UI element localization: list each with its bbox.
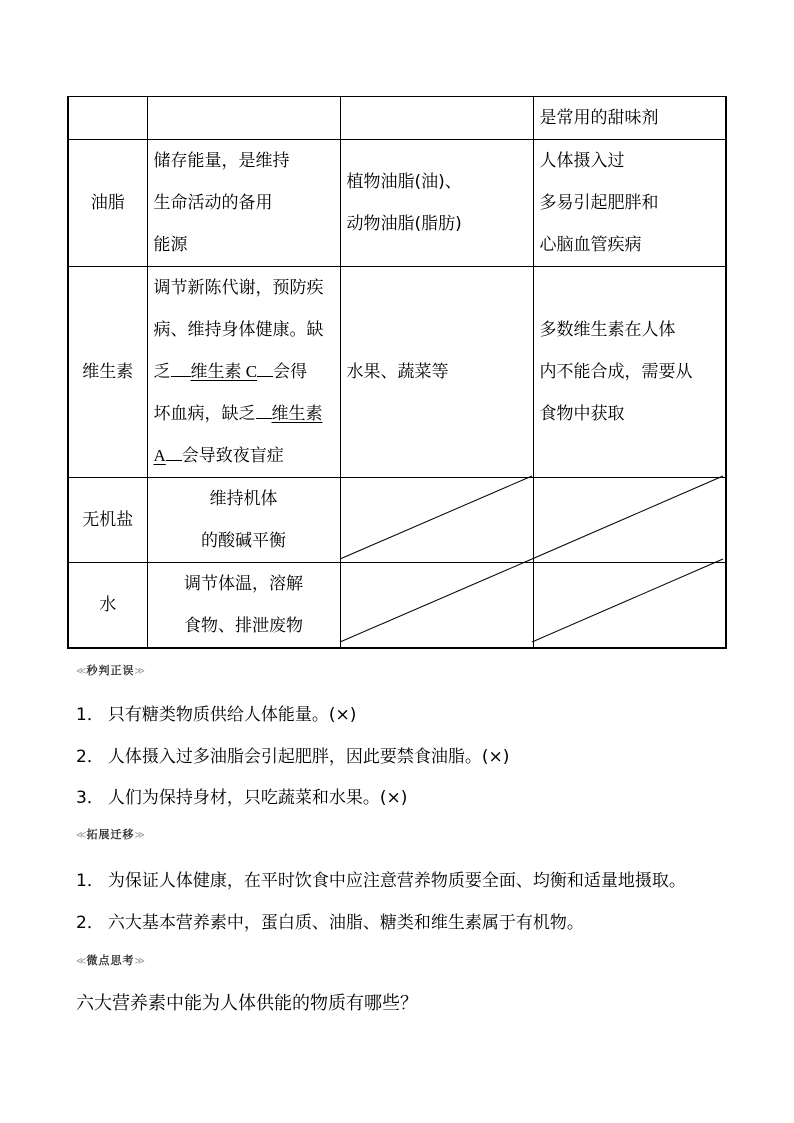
fill-blank — [166, 446, 182, 461]
table-row-vitamin — [68, 267, 726, 478]
chevron-right-icon: ≫ — [134, 666, 145, 677]
judge-item: 2． 人体摄入过多油脂会引起肥胖，因此要禁食油脂。(×) — [76, 747, 510, 767]
table-row — [68, 97, 726, 140]
function-cell: 调节新陈代谢，预防疾 病、维持身体健康。缺 乏 维生素 C 会得 坏血病，缺乏 维生素 A 会导致夜盲症 — [147, 267, 340, 478]
chevron-right-icon: ≫ — [134, 956, 145, 967]
section-header-think: ≪微点思考≫ — [76, 954, 145, 967]
judge-item: 3． 人们为保持身材，只吃蔬菜和水果。(×) — [76, 788, 408, 808]
nutrient-name-cell: 水 — [68, 563, 147, 649]
section-header-extend: ≪拓展迁移≫ — [76, 828, 145, 841]
nutrient-name-cell: 无机盐 — [68, 478, 147, 563]
empty-cell — [340, 478, 533, 563]
chevron-left-icon: ≪ — [76, 956, 87, 967]
answer-text: 维生素 C — [190, 362, 258, 381]
answer-text: A — [153, 446, 166, 465]
note-cell: 是常用的甜味剂 — [533, 97, 726, 140]
function-cell: 维持机体 的酸碱平衡 — [147, 478, 340, 563]
empty-cell — [533, 478, 726, 563]
note-cell: 人体摄入过 多易引起肥胖和 心脑血管疾病 — [533, 140, 726, 267]
fill-blank — [257, 362, 273, 377]
source-cell: 植物油脂(油)、 动物油脂(脂肪) — [340, 140, 533, 267]
note-cell: 多数维生素在人体 内不能合成，需要从 食物中获取 — [533, 267, 726, 478]
nutrient-table — [67, 96, 727, 649]
function-cell: 储存能量，是维持 生命活动的备用 能源 — [147, 140, 340, 267]
empty-cell — [340, 563, 533, 649]
chevron-right-icon: ≫ — [134, 830, 145, 841]
think-question: 六大营养素中能为人体供能的物质有哪些？ — [76, 993, 418, 1014]
nutrient-name-cell: 油脂 — [68, 140, 147, 267]
answer-text: 维生素 — [271, 404, 323, 423]
function-cell: 调节体温，溶解 食物、排泄废物 — [147, 563, 340, 649]
nutrient-name-cell: 维生素 — [68, 267, 147, 478]
fill-blank — [171, 362, 191, 377]
extend-item: 2． 六大基本营养素中，蛋白质、油脂、糖类和维生素属于有机物。 — [76, 913, 584, 933]
section-header-judge: ≪秒判正误≫ — [76, 664, 145, 677]
fill-blank — [256, 404, 272, 419]
chevron-left-icon: ≪ — [76, 666, 87, 677]
judge-item: 1． 只有糖类物质供给人体能量。(×) — [76, 705, 357, 725]
table-row-fat — [68, 140, 726, 267]
source-cell: 水果、蔬菜等 — [340, 267, 533, 478]
extend-item: 1． 为保证人体健康，在平时饮食中应注意营养物质要全面、均衡和适量地摄取。 — [76, 871, 686, 891]
table-row-water — [68, 563, 726, 649]
chevron-left-icon: ≪ — [76, 830, 87, 841]
nutrient-table-wrapper — [67, 96, 725, 644]
empty-cell — [533, 563, 726, 649]
table-row-mineral — [68, 478, 726, 563]
